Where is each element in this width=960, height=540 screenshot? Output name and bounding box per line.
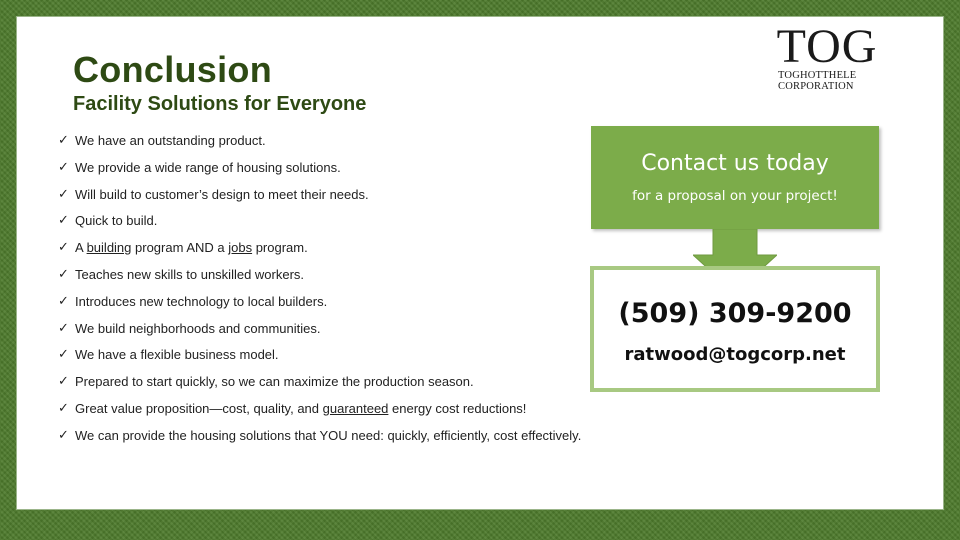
logo-wordmark: TOG: [776, 20, 878, 73]
phone-number: (509) 309-9200: [618, 298, 852, 329]
list-item: ✓ We build neighborhoods and communities.: [58, 316, 581, 343]
list-item: ✓ Will build to customer’s design to meet their needs.: [58, 182, 581, 209]
slide-subtitle: Facility Solutions for Everyone: [73, 93, 367, 115]
checkmark-icon: ✓: [58, 159, 69, 175]
list-item: ✓ We provide a wide range of housing solutions.: [58, 155, 581, 182]
checkmark-icon: ✓: [58, 186, 69, 202]
benefits-list: [58, 128, 581, 450]
checkmark-icon: ✓: [58, 133, 69, 148]
list-item: ✓ We have a flexible business model.: [58, 342, 581, 369]
checkmark-icon: ✓: [58, 240, 69, 256]
checkmark-icon: ✓: [58, 347, 69, 363]
checkmark-icon: ✓: [58, 320, 69, 336]
contact-title: Contact us today: [641, 151, 829, 176]
slide-title: Conclusion: [73, 49, 272, 90]
logo-line-1: TOGHOTTHELE: [778, 70, 857, 81]
checkmark-icon: ✓: [58, 427, 69, 443]
contact-subtitle: for a proposal on your project!: [632, 188, 838, 204]
contact-info-box: [590, 266, 880, 392]
company-logo: [776, 20, 878, 94]
checkmark-icon: ✓: [58, 400, 69, 416]
checkmark-icon: ✓: [58, 266, 69, 282]
list-item: ✓ Great value proposition—cost, quality, and guaranteed energy cost reductions!: [58, 396, 581, 423]
logo-line-2: CORPORATION: [778, 81, 854, 92]
checkmark-icon: ✓: [58, 293, 69, 309]
list-item: ✓ A building program AND a jobs program.: [58, 235, 581, 262]
email-address: ratwood@togcorp.net: [624, 344, 846, 365]
list-item: ✓ Quick to build.: [58, 208, 581, 235]
checkmark-icon: ✓: [58, 213, 69, 229]
list-item: ✓ Teaches new skills to unskilled workers.: [58, 262, 581, 289]
checkmark-icon: ✓: [58, 374, 69, 390]
contact-callout: [591, 126, 879, 229]
list-item: ✓ Prepared to start quickly, so we can maximize the production season.: [58, 369, 581, 396]
list-item: ✓ We have an outstanding product.: [58, 128, 581, 155]
list-item: ✓ Introduces new technology to local builders.: [58, 289, 581, 316]
list-item: ✓ We can provide the housing solutions that YOU need: quickly, efficiently, cost effectively.: [58, 423, 581, 450]
